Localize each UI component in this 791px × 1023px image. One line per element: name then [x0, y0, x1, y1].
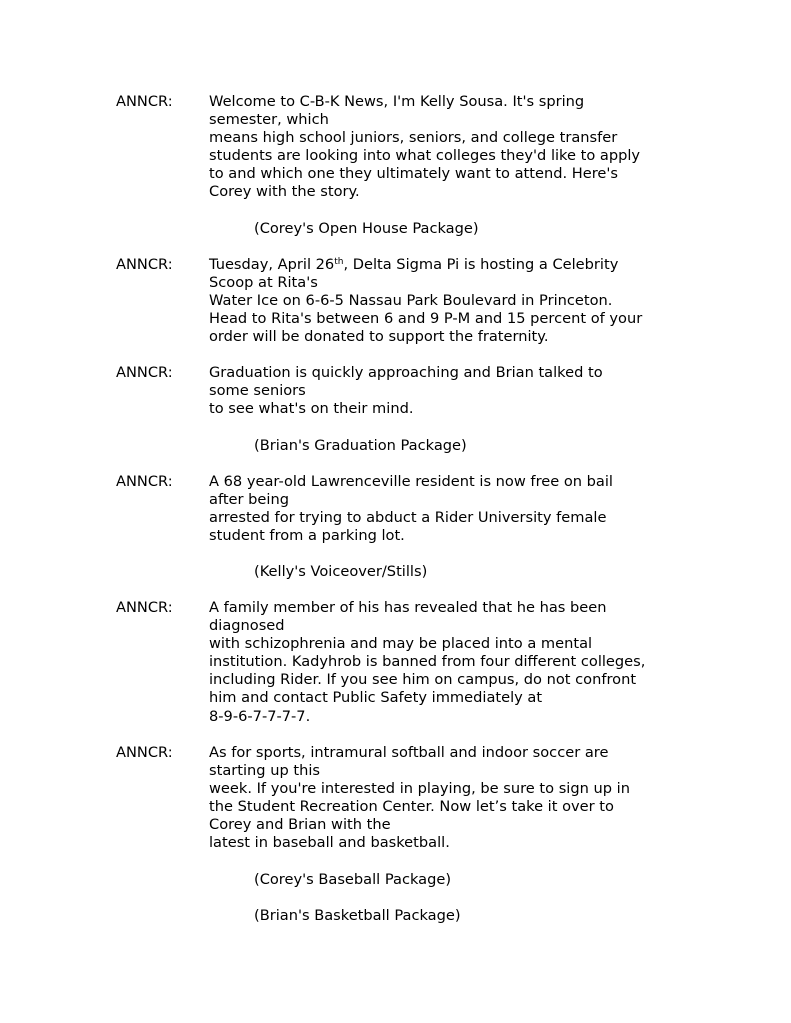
text-line: week. If you're interested in playing, be sure to sign up in: [209, 780, 630, 798]
text-line: Corey and Brian with the: [209, 816, 391, 834]
text-line: institution. Kadyhrob is banned from four different colleges,: [209, 653, 646, 671]
text-line: to and which one they ultimately want to attend. Here's: [209, 165, 618, 183]
text-line: him and contact Public Safety immediately at: [209, 689, 543, 707]
date-ordinal: th: [334, 257, 344, 267]
date-text: Tuesday, April 26: [209, 256, 335, 273]
text-line: diagnosed: [209, 617, 285, 635]
text-line: 8-9-6-7-7-7-7.: [209, 707, 311, 725]
text-line: Corey with the story.: [209, 183, 360, 201]
text-line: starting up this: [209, 762, 320, 780]
text-line: As for sports, intramural softball and indoor soccer are: [209, 744, 609, 761]
text-line: Scoop at Rita's: [209, 274, 318, 292]
text-line: order will be donated to support the fraternity.: [209, 328, 549, 346]
text-line: to see what's on their mind.: [209, 400, 414, 418]
text-line: A 68 year-old Lawrenceville resident is now free on bail: [209, 473, 613, 490]
speaker-label: ANNCR:: [116, 473, 173, 490]
segment-text: [209, 744, 689, 853]
text-line: Head to Rita's between 6 and 9 P-M and 15 percent of your: [209, 310, 643, 328]
package-cue: (Kelly's Voiceover/Stills): [254, 563, 428, 580]
speaker-label: ANNCR:: [116, 93, 173, 110]
text-line: some seniors: [209, 382, 306, 400]
text-line: after being: [209, 491, 289, 509]
segment-text: [209, 364, 689, 418]
text-line: with schizophrenia and may be placed into a mental: [209, 635, 593, 653]
text-line: means high school juniors, seniors, and college transfer: [209, 129, 618, 147]
speaker-label: ANNCR:: [116, 364, 173, 381]
text-line: A family member of his has revealed that he has been: [209, 599, 607, 616]
package-cue: (Brian's Graduation Package): [254, 437, 467, 454]
segment-text: [209, 473, 689, 545]
segment-text: [209, 93, 689, 202]
date-rest-text: , Delta Sigma Pi is hosting a Celebrity: [343, 256, 619, 273]
text-line: latest in baseball and basketball.: [209, 834, 450, 852]
speaker-label: ANNCR:: [116, 744, 173, 761]
package-cue: (Brian's Basketball Package): [254, 907, 461, 924]
package-cue: (Corey's Baseball Package): [254, 871, 452, 888]
text-line: including Rider. If you see him on campus, do not confront: [209, 671, 637, 689]
text-line: [209, 256, 689, 274]
text-line: Water Ice on 6-6-5 Nassau Park Boulevard in Princeton.: [209, 292, 613, 310]
speaker-label: ANNCR:: [116, 256, 173, 273]
text-line: students are looking into what colleges they'd like to apply: [209, 147, 641, 165]
text-line: semester, which: [209, 111, 329, 129]
package-cue: (Corey's Open House Package): [254, 220, 479, 237]
text-line: the Student Recreation Center. Now let’s take it over to: [209, 798, 614, 816]
segment-text: [209, 256, 689, 346]
segment-text: [209, 599, 689, 726]
text-line: Graduation is quickly approaching and Brian talked to: [209, 364, 603, 381]
text-line: Welcome to C-B-K News, I'm Kelly Sousa. It's spring: [209, 93, 585, 110]
text-line: arrested for trying to abduct a Rider University female: [209, 509, 607, 527]
speaker-label: ANNCR:: [116, 599, 173, 616]
text-line: student from a parking lot.: [209, 527, 405, 545]
